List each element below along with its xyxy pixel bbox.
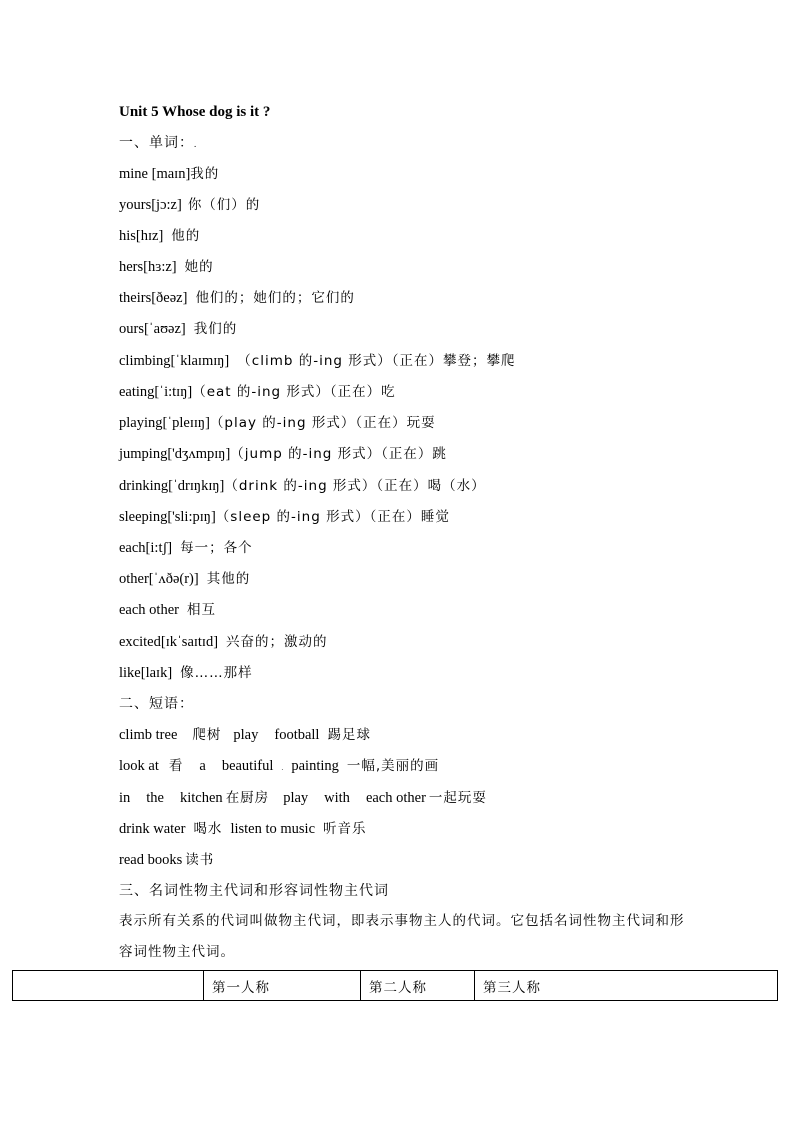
phrase-term: kitchen (180, 790, 223, 806)
word-term: hers[hɜ:z] (119, 259, 177, 275)
section-heading-phrases-text: 二、短语： (119, 696, 194, 712)
word-meaning: （jump 的-ing 形式）（正在）跳 (230, 446, 447, 462)
word-entry-theirs (119, 288, 355, 308)
table-header-cell (13, 971, 204, 1001)
word-entry-hers (119, 257, 214, 277)
phrase-term: each other (365, 790, 426, 806)
phrase-term: read books (119, 852, 183, 868)
word-entry-jumping (119, 444, 447, 464)
phrase-term: listen to music (230, 821, 316, 837)
word-meaning: （drink 的-ing 形式）（正在）喝（水） (224, 478, 486, 494)
phrase-term: a (199, 758, 206, 774)
phrase-term: play (233, 727, 259, 743)
table-header-cell: 第三人称 (475, 971, 778, 1001)
phrase-meaning: 一起玩耍 (428, 790, 487, 806)
word-entry-each-other (119, 600, 216, 620)
word-entry-excited (119, 632, 328, 652)
phrase-term: in (119, 790, 131, 806)
phrase-meaning: 喝水 (193, 821, 223, 837)
word-entry-mine (119, 164, 219, 184)
word-term: playing[ˈpleɪɪŋ] (119, 415, 210, 431)
phrase-row-2 (119, 756, 439, 778)
section-heading-words (119, 133, 196, 154)
word-entry-ours (119, 319, 237, 339)
phrase-term: the (146, 790, 164, 806)
table-header-row (13, 971, 778, 1001)
word-term: yours[jɔ:z] (119, 197, 182, 213)
stray-dot: . (281, 763, 284, 772)
phrase-meaning: 在厨房 (225, 790, 270, 806)
word-meaning: 你（们）的 (187, 197, 261, 213)
phrase-term: painting (291, 758, 339, 774)
pronoun-explanation: 表示所有关系的代词叫做物主代词，即表示事物主人的代词。它包括名词性物主代词和形容词性物主代词。 (119, 913, 685, 960)
document-title: Unit 5 Whose dog is it ? (119, 104, 271, 120)
word-meaning: 我的 (190, 166, 220, 182)
word-term: each other (119, 602, 179, 618)
word-term: climbing[ˈklaɪmɪŋ] (119, 353, 230, 369)
phrase-term: climb tree (119, 727, 178, 743)
word-entry-drinking (119, 476, 486, 496)
section-heading-pronouns-text: 三、名词性物主代词和形容词性物主代词 (119, 883, 389, 899)
word-term: jumping['dʒʌmpɪŋ] (119, 446, 231, 462)
word-entry-yours (119, 195, 260, 215)
word-term: sleeping['sli:pɪŋ] (119, 509, 216, 525)
word-term: like[laɪk] (119, 665, 173, 681)
phrase-term: with (324, 790, 350, 806)
phrase-meaning: 听音乐 (323, 821, 367, 837)
phrase-row-3 (119, 788, 487, 808)
word-meaning: （sleep 的-ing 形式）（正在）睡觉 (215, 509, 450, 525)
word-meaning: 其他的 (206, 571, 251, 587)
word-meaning: 兴奋的；激动的 (226, 634, 328, 650)
word-meaning: 他们的；她们的；它们的 (195, 290, 355, 306)
phrase-meaning: 一幅,美丽的画 (346, 758, 440, 774)
phrase-term: football (274, 727, 320, 743)
phrase-meaning: 爬树 (192, 727, 222, 743)
word-term: excited[ɪkˈsaɪtɪd] (119, 634, 219, 650)
word-meaning: 他的 (171, 228, 201, 244)
word-meaning: （play 的-ing 形式）（正在）玩耍 (209, 415, 436, 431)
word-meaning: 她的 (184, 259, 214, 275)
phrase-term: drink water (119, 821, 186, 837)
word-meaning: 我们的 (193, 321, 238, 337)
word-entry-climbing (119, 351, 516, 371)
word-term: drinking[ˈdrɪŋkɪŋ] (119, 478, 225, 494)
word-entry-playing (119, 413, 436, 433)
section-heading-phrases (119, 694, 194, 714)
phrase-row-1 (119, 725, 371, 745)
word-term: ours[ˈaʊəz] (119, 321, 186, 337)
table-header-cell: 第一人称 (204, 971, 361, 1001)
word-entry-each (119, 538, 253, 558)
phrase-row-5 (119, 850, 214, 870)
phrase-term: look at (119, 758, 159, 774)
phrase-term: play (283, 790, 309, 806)
word-meaning: （eat 的-ing 形式）（正在）吃 (192, 384, 396, 400)
word-term: eating[ˈi:tɪŋ] (119, 384, 193, 400)
phrase-meaning: 看 (168, 758, 184, 774)
word-meaning: 像……那样 (180, 665, 253, 681)
word-entry-like (119, 663, 253, 683)
word-meaning: 每一；各个 (180, 540, 253, 556)
phrase-meaning: 踢足球 (327, 727, 371, 743)
word-term: other[ˈʌðə(r)] (119, 571, 199, 587)
word-entry-sleeping (119, 507, 450, 527)
phrase-row-4 (119, 819, 367, 839)
stray-dot: . (194, 139, 197, 149)
table-header-cell: 第二人称 (361, 971, 475, 1001)
word-entry-eating (119, 382, 396, 402)
word-term: mine [maɪn] (119, 166, 191, 182)
word-entry-his (119, 226, 200, 246)
word-entry-other (119, 569, 250, 589)
phrase-meaning: 读书 (185, 852, 215, 868)
word-meaning: 相互 (186, 602, 216, 618)
pronoun-table (12, 970, 778, 1001)
phrase-term: beautiful (221, 758, 274, 774)
word-term: theirs[ðeəz] (119, 290, 188, 306)
section-heading-pronouns (119, 881, 389, 901)
section-heading-words-text: 一、单词： (119, 135, 194, 151)
word-term: each[i:tʃ] (119, 540, 173, 556)
word-meaning: （climb 的-ing 形式）（正在）攀登；攀爬 (237, 353, 516, 369)
word-term: his[hɪz] (119, 228, 164, 244)
